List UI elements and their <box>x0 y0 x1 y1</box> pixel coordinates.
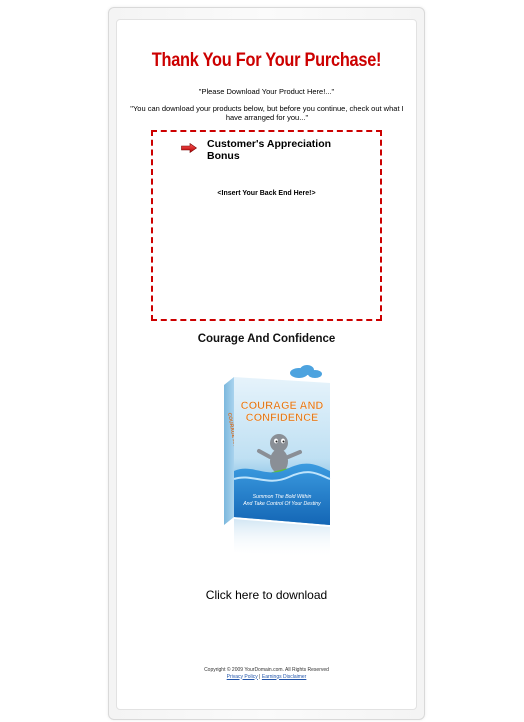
page-frame <box>108 7 425 720</box>
intro-text: "You can download your products below, but before you continue, check out what I have arranged for you..." <box>130 104 404 122</box>
cover-tagline-line1: Summon The Bold Within <box>252 494 312 500</box>
copyright-text: Copyright © 2009 YourDomain.com. All Rights Reserved <box>204 667 329 673</box>
red-arrow-icon <box>181 143 197 153</box>
cover-spine-text: COURAGE <box>226 412 237 439</box>
content-panel <box>116 19 417 710</box>
download-link[interactable]: Click here to download <box>205 588 328 602</box>
page-title: Thank You For Your Purchase! <box>151 50 382 71</box>
ebook-cover-image <box>197 353 347 563</box>
bonus-heading: Customer's Appreciation Bonus <box>207 138 332 162</box>
product-ebook-cover[interactable] <box>197 353 347 563</box>
bonus-box <box>151 130 382 321</box>
privacy-policy-link[interactable]: Privacy Policy <box>226 673 258 680</box>
cover-title-line2: CONFIDENCE <box>245 412 319 424</box>
footer <box>117 667 416 680</box>
page-subtitle: "Please Download Your Product Here!..." <box>198 87 335 96</box>
cover-tagline-line2: And Take Control Of Your Destiny <box>243 501 321 507</box>
product-title: Courage And Confidence <box>197 333 336 345</box>
bonus-placeholder: <Insert Your Back End Here!> <box>217 190 316 197</box>
footer-separator: | <box>259 673 261 680</box>
earnings-disclaimer-link[interactable]: Earnings Disclaimer <box>261 673 307 680</box>
cover-title-line1: COURAGE AND <box>240 400 324 412</box>
footer-links <box>117 674 416 681</box>
